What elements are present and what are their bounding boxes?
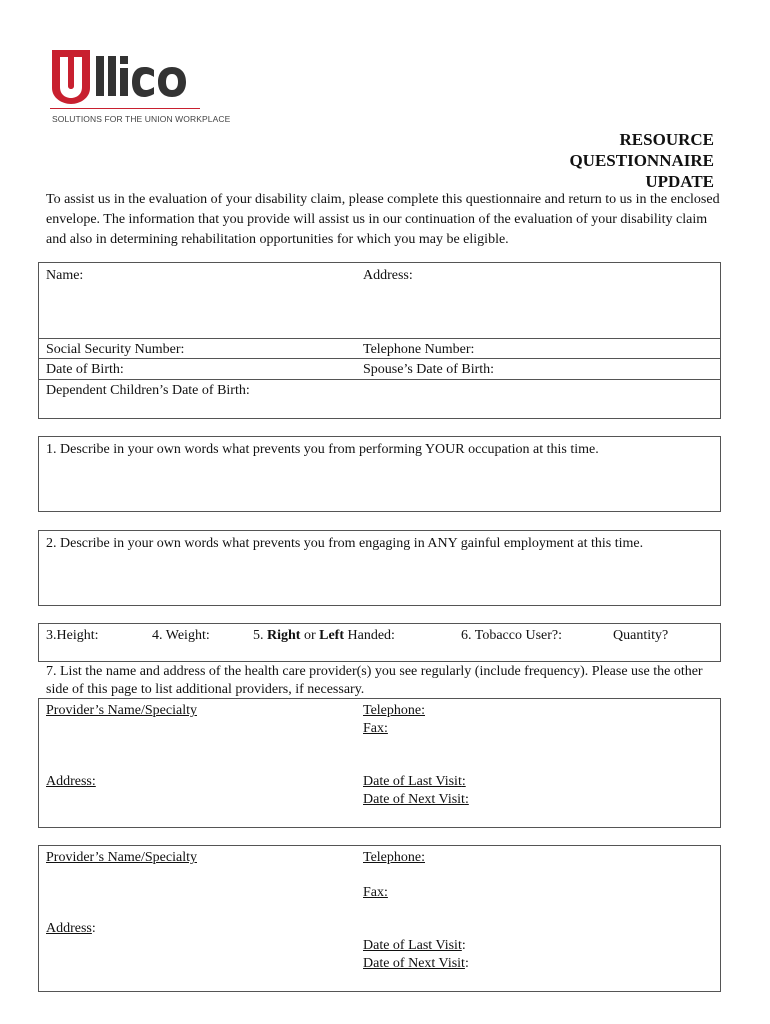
provider-2-last-visit-label (363, 937, 466, 955)
provider-2-name-label: Provider’s Name/Specialty (46, 850, 197, 865)
address-text: Address (46, 921, 92, 936)
question-2-label: 2. Describe in your own words what prevents you from engaging in ANY gainful employment at this time. (46, 536, 644, 551)
provider-1-name-label: Provider’s Name/Specialty (46, 703, 197, 718)
left-word: Left (319, 628, 345, 643)
quantity-label: Quantity? (613, 628, 669, 643)
personal-info-box[interactable] (38, 262, 721, 419)
title-line-2: QUESTIONNAIRE (569, 151, 714, 170)
provider-2-telephone-label: Telephone: (363, 850, 425, 865)
handed-suffix: Handed: (344, 628, 395, 643)
provider-2-fax-label: Fax: (363, 885, 388, 900)
question-1-box[interactable] (38, 436, 721, 512)
tobacco-label: 6. Tobacco User?: (461, 628, 563, 643)
handed-prefix: 5. (253, 628, 267, 643)
provider-2-address-label (46, 920, 96, 938)
ullico-logo (50, 48, 231, 128)
provider-1-fax-label: Fax: (363, 721, 388, 736)
provider-2-next-visit-label (363, 955, 469, 973)
question-7-label: 7. List the name and address of the health care provider(s) you see regularly (include frequency). Please use the other side of this page to list additional providers, if necessary. (46, 664, 703, 697)
provider-1-next-visit-label (363, 791, 469, 809)
children-dob-label: Dependent Children’s Date of Birth: (46, 383, 250, 398)
right-word: Right (267, 628, 301, 643)
ullico-logo-mark (50, 48, 200, 106)
title-line-1: RESOURCE (619, 130, 714, 149)
colon: : (461, 938, 466, 953)
colon: : (464, 956, 469, 971)
question-1-label: 1. Describe in your own words what prevents you from performing YOUR occupation at this time. (46, 442, 599, 457)
next-visit-text: Date of Next Visit (363, 956, 465, 971)
name-label: Name: (46, 268, 84, 283)
logo-divider (50, 108, 200, 109)
colon: : (91, 921, 96, 936)
handedness-label (253, 627, 395, 645)
weight-label: 4. Weight: (152, 628, 210, 643)
height-label: 3.Height: (46, 628, 99, 643)
last-visit-text: Date of Last Visit (363, 938, 462, 953)
intro-paragraph: To assist us in the evaluation of your disability claim, please complete this questionnaire and return to us in the enclosed envelope. The information that you provide will assist us in our continuation of the evaluation of your disability claim and also in determining rehabilitation opportunities for which you may be eligible. (46, 192, 720, 247)
last-visit-text: Date of Last Visit (363, 774, 462, 789)
question-2-box[interactable] (38, 530, 721, 606)
logo-tagline: SOLUTIONS FOR THE UNION WORKPLACE (52, 114, 231, 124)
physical-info-box[interactable] (38, 623, 721, 662)
title-line-3: UPDATE (645, 172, 714, 191)
colon: : (461, 774, 466, 789)
provider-1-box[interactable] (38, 698, 721, 828)
provider-1-last-visit-label (363, 773, 466, 791)
provider-2-box[interactable] (38, 845, 721, 992)
provider-1-address-label: Address: (46, 774, 96, 789)
divider (39, 338, 720, 339)
provider-1-telephone-label: Telephone: (363, 703, 425, 718)
address-label: Address: (363, 268, 413, 283)
dob-label: Date of Birth: (46, 362, 124, 377)
ssn-label: Social Security Number: (46, 342, 185, 357)
spouse-dob-label: Spouse’s Date of Birth: (363, 362, 495, 377)
telephone-label: Telephone Number: (363, 342, 475, 357)
next-visit-text: Date of Next Visit (363, 792, 465, 807)
or-word: or (300, 628, 320, 643)
colon: : (464, 792, 469, 807)
form-title (569, 129, 714, 192)
divider (39, 379, 720, 380)
